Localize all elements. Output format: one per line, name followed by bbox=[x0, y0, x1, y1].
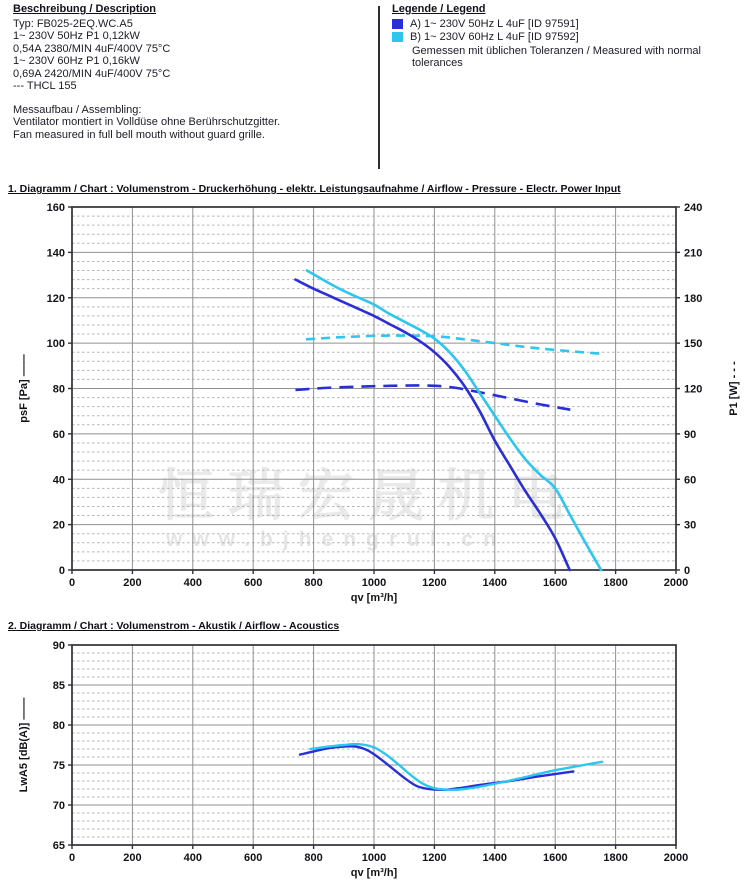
svg-text:2000: 2000 bbox=[663, 852, 689, 864]
svg-text:90: 90 bbox=[52, 640, 65, 652]
svg-text:1200: 1200 bbox=[422, 577, 447, 589]
assembling-heading: Messaufbau / Assembling: bbox=[13, 103, 142, 116]
chart-2-plot bbox=[0, 633, 750, 883]
legend-note: Gemessen mit üblichen Toleranzen / Measured with normal tolerances bbox=[412, 44, 701, 69]
svg-text:65: 65 bbox=[52, 840, 65, 852]
svg-text:1000: 1000 bbox=[361, 577, 387, 589]
svg-text:1800: 1800 bbox=[603, 852, 628, 864]
svg-text:1400: 1400 bbox=[482, 577, 508, 589]
legend-color-swatch bbox=[392, 32, 403, 42]
legend-block bbox=[392, 3, 742, 70]
svg-text:90: 90 bbox=[684, 428, 697, 441]
svg-text:0: 0 bbox=[684, 565, 691, 577]
description-block bbox=[13, 3, 353, 141]
legend-item bbox=[392, 31, 742, 44]
text-line: 0,69A 2420/MIN 4uF/400V 75°C bbox=[13, 67, 171, 80]
svg-text:1800: 1800 bbox=[603, 577, 628, 589]
svg-text:160: 160 bbox=[46, 202, 65, 214]
svg-text:210: 210 bbox=[684, 247, 703, 260]
svg-text:psF [Pa] ——: psF [Pa] —— bbox=[18, 354, 30, 423]
legend-item bbox=[392, 18, 742, 31]
legend-heading: Legende / Legend bbox=[392, 3, 486, 15]
text-line: 0,54A 2380/MIN 4uF/400V 75°C bbox=[13, 42, 171, 55]
svg-text:60: 60 bbox=[52, 428, 65, 441]
svg-text:800: 800 bbox=[304, 577, 323, 589]
svg-text:240: 240 bbox=[684, 202, 703, 214]
svg-text:1400: 1400 bbox=[482, 852, 508, 864]
svg-text:qv [m³/h]: qv [m³/h] bbox=[350, 592, 398, 604]
svg-text:1000: 1000 bbox=[361, 852, 387, 864]
svg-text:0: 0 bbox=[68, 852, 76, 864]
description-lines bbox=[13, 18, 353, 93]
svg-text:qv [m³/h]: qv [m³/h] bbox=[350, 867, 398, 879]
svg-text:120: 120 bbox=[684, 383, 703, 396]
svg-text:70: 70 bbox=[52, 800, 65, 812]
svg-text:400: 400 bbox=[183, 852, 202, 864]
text-line: 1~ 230V 50Hz P1 0,12kW bbox=[13, 30, 140, 42]
svg-text:85: 85 bbox=[52, 680, 65, 692]
watermark-url: www.bjhengrui.cn bbox=[166, 528, 507, 551]
svg-text:60: 60 bbox=[684, 474, 697, 487]
svg-text:800: 800 bbox=[304, 852, 323, 864]
svg-text:1600: 1600 bbox=[542, 577, 568, 589]
svg-text:0: 0 bbox=[68, 577, 76, 589]
spacer bbox=[13, 93, 353, 104]
svg-text:180: 180 bbox=[684, 292, 703, 305]
svg-text:150: 150 bbox=[684, 338, 703, 351]
svg-text:600: 600 bbox=[244, 852, 263, 864]
svg-text:1200: 1200 bbox=[422, 852, 447, 864]
svg-text:600: 600 bbox=[244, 577, 263, 589]
text-line: Fan measured in full bell mouth without guard grille. bbox=[13, 128, 265, 141]
svg-text:200: 200 bbox=[123, 852, 142, 864]
chart-2-title: 2. Diagramm / Chart : Volumenstrom - Akustik / Airflow - Acoustics bbox=[8, 620, 340, 632]
svg-text:400: 400 bbox=[183, 577, 202, 589]
svg-text:LwA5 [dB(A)] ——: LwA5 [dB(A)] —— bbox=[18, 697, 30, 793]
svg-text:P1 [W] - - -: P1 [W] - - - bbox=[728, 361, 740, 416]
svg-text:40: 40 bbox=[52, 474, 65, 487]
legend-items bbox=[392, 18, 742, 44]
svg-text:200: 200 bbox=[123, 577, 142, 589]
legend-item-label: B) 1~ 230V 60Hz L 4uF [ID 97592] bbox=[410, 30, 579, 43]
svg-text:140: 140 bbox=[46, 247, 65, 260]
legend-color-swatch bbox=[392, 19, 403, 29]
header-divider bbox=[378, 6, 380, 169]
description-heading: Beschreibung / Description bbox=[13, 3, 157, 15]
svg-text:80: 80 bbox=[52, 720, 65, 732]
chart-1-plot bbox=[0, 195, 750, 610]
svg-text:30: 30 bbox=[684, 519, 697, 532]
watermark-text: 恒瑞宏晟机电 bbox=[158, 464, 578, 527]
svg-text:120: 120 bbox=[46, 292, 65, 305]
legend-item-label: A) 1~ 230V 50Hz L 4uF [ID 97591] bbox=[410, 17, 579, 30]
svg-text:20: 20 bbox=[52, 519, 65, 532]
chart-1-title: 1. Diagramm / Chart : Volumenstrom - Druckerhöhung - elektr. Leistungsaufnahme / Airflow - Pressure - Electr. Power Input bbox=[8, 183, 621, 195]
svg-text:2000: 2000 bbox=[663, 577, 689, 589]
text-line: --- THCL 155 bbox=[13, 80, 77, 92]
assembling-lines bbox=[13, 116, 353, 141]
svg-text:75: 75 bbox=[52, 760, 65, 772]
text-line: Typ: FB025-2EQ.WC.A5 bbox=[13, 17, 133, 30]
svg-text:100: 100 bbox=[46, 338, 65, 351]
svg-text:1600: 1600 bbox=[542, 852, 568, 864]
svg-text:0: 0 bbox=[58, 565, 65, 577]
text-line: 1~ 230V 60Hz P1 0,16kW bbox=[13, 55, 140, 67]
text-line: Ventilator montiert in Volldüse ohne Berührschutzgitter. bbox=[13, 116, 281, 128]
svg-text:80: 80 bbox=[52, 383, 65, 396]
